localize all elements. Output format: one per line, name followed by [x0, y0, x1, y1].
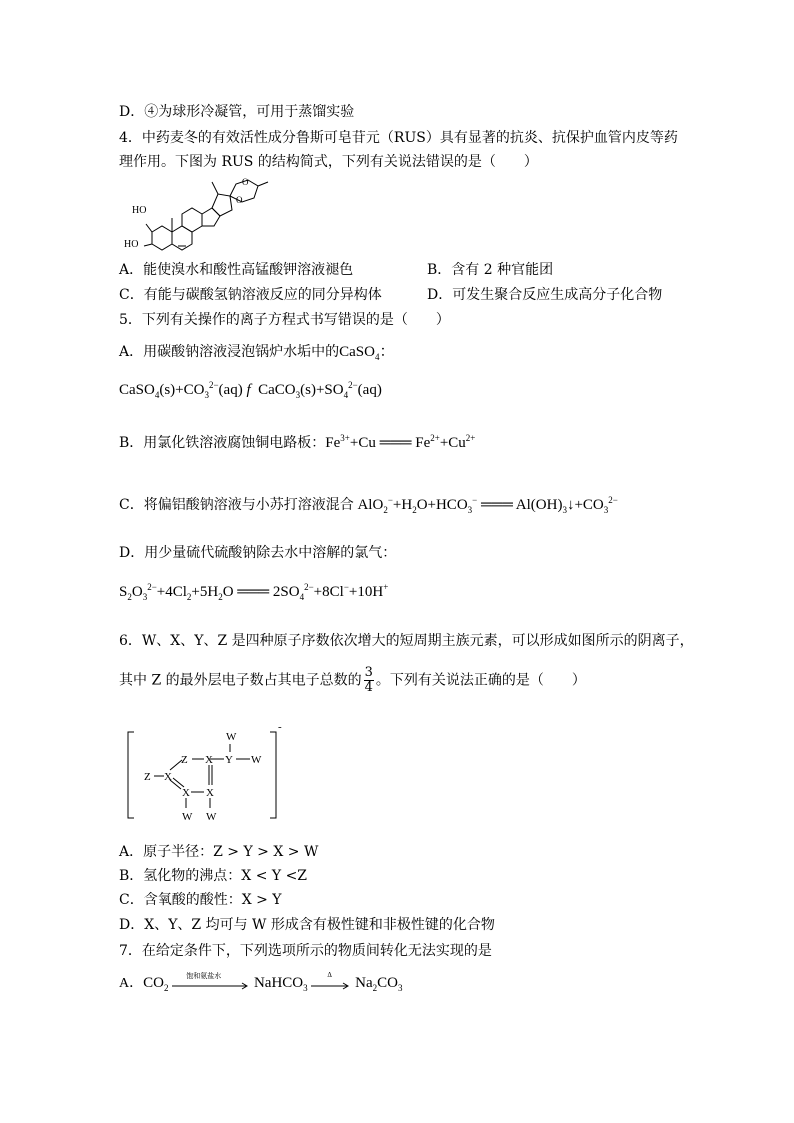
- q5-equation-a: $CaSO_4(s)+CO_3^{2-}(aq)$ f $CaCO_3(s)+SO_4^{2-}(aq)$: [119, 380, 382, 400]
- svg-text:W: W: [206, 811, 217, 823]
- q4-stem-line1: 4．中药麦冬的有效活性成分鲁斯可皂苷元（RUS）具有显著的抗炎、抗保护血管内皮等药: [119, 130, 678, 146]
- q4-option-c: C．有能与碳酸氢钠溶液反应的同分异构体: [119, 287, 382, 303]
- svg-text:W: W: [226, 731, 237, 743]
- svg-text:-: -: [278, 722, 282, 733]
- svg-text:X: X: [164, 771, 172, 783]
- q5-option-b: B．用氯化铁溶液腐蚀铜电路板：$Fe^{3+}+Cu$ ═══ $Fe^{2+}+Cu^{2+}$: [119, 433, 476, 451]
- oh-label-bottom: HO: [124, 239, 139, 250]
- svg-text:X: X: [182, 787, 190, 799]
- q5-equation-d: $S_2O_3^{2-}+4Cl_2+5H_2O$ ═══ $2SO_4^{2-}+8Cl^-+10H^+$: [119, 582, 389, 602]
- svg-text:Z: Z: [144, 771, 151, 783]
- svg-text:X: X: [205, 754, 213, 766]
- oh-label-top: HO: [132, 205, 147, 216]
- svg-text:O: O: [242, 177, 249, 187]
- q5-stem: 5．下列有关操作的离子方程式书写错误的是（ ）: [119, 312, 450, 328]
- anion-structure-diagram: [126, 722, 296, 826]
- svg-text:W: W: [251, 754, 262, 766]
- svg-text:Z: Z: [181, 754, 188, 766]
- q6-option-a: A．原子半径：Z > Y > X > W: [119, 844, 319, 860]
- q4-stem-line2: 理作用。下图为 RUS 的结构简式，下列有关说法错误的是（ ）: [119, 154, 538, 170]
- svg-text:O: O: [236, 195, 243, 205]
- q6-stem-line1: 6．W、X、Y、Z 是四种原子序数依次增大的短周期主族元素，可以形成如图所示的阴离子，: [119, 633, 694, 649]
- svg-text:Y: Y: [225, 754, 233, 766]
- q4-option-b: B．含有 2 种官能团: [427, 262, 554, 278]
- q4-option-a: A．能使溴水和酸性高锰酸钾溶液褪色: [119, 262, 354, 278]
- q5-option-a: A．用碳酸钠溶液浸泡锅炉水垢中的CaSO$_4$：: [119, 344, 395, 362]
- svg-text:W: W: [182, 811, 193, 823]
- fraction-3-4: $\frac{3}{4}$: [364, 665, 373, 695]
- q6-option-d: D．X、Y、Z 均可与 W 形成含有极性键和非极性键的化合物: [119, 917, 495, 933]
- svg-text:X: X: [206, 787, 214, 799]
- q7-option-a: A．$CO_2$ 饱和氨盐水 NaHCO$_3$ Δ $Na_2CO_3$: [119, 970, 403, 993]
- q7-stem: 7．在给定条件下，下列选项所示的物质间转化无法实现的是: [119, 943, 492, 959]
- rus-structure-diagram: [122, 170, 302, 254]
- q3-option-d: D．④为球形冷凝管，可用于蒸馏实验: [119, 104, 355, 120]
- q6-option-c: C．含氧酸的酸性：X > Y: [119, 892, 282, 908]
- q5-option-d: D．用少量硫代硫酸钠除去水中溶解的氯气：: [119, 545, 397, 561]
- q6-stem-line2: 其中 Z 的最外层电子数占其电子总数的 $\frac{3}{4}$ 。下列有关说法正确的是（ ）: [119, 665, 586, 695]
- q5-option-c: C．将偏铝酸钠溶液与小苏打溶液混合 $AlO_2^-+H_2O+HCO_3^-$ ═══ $Al(OH)_3↓+CO_3^{2-}$: [119, 495, 618, 515]
- q4-option-d: D．可发生聚合反应生成高分子化合物: [427, 287, 663, 303]
- q6-option-b: B．氢化物的沸点：X < Y <Z: [119, 868, 308, 884]
